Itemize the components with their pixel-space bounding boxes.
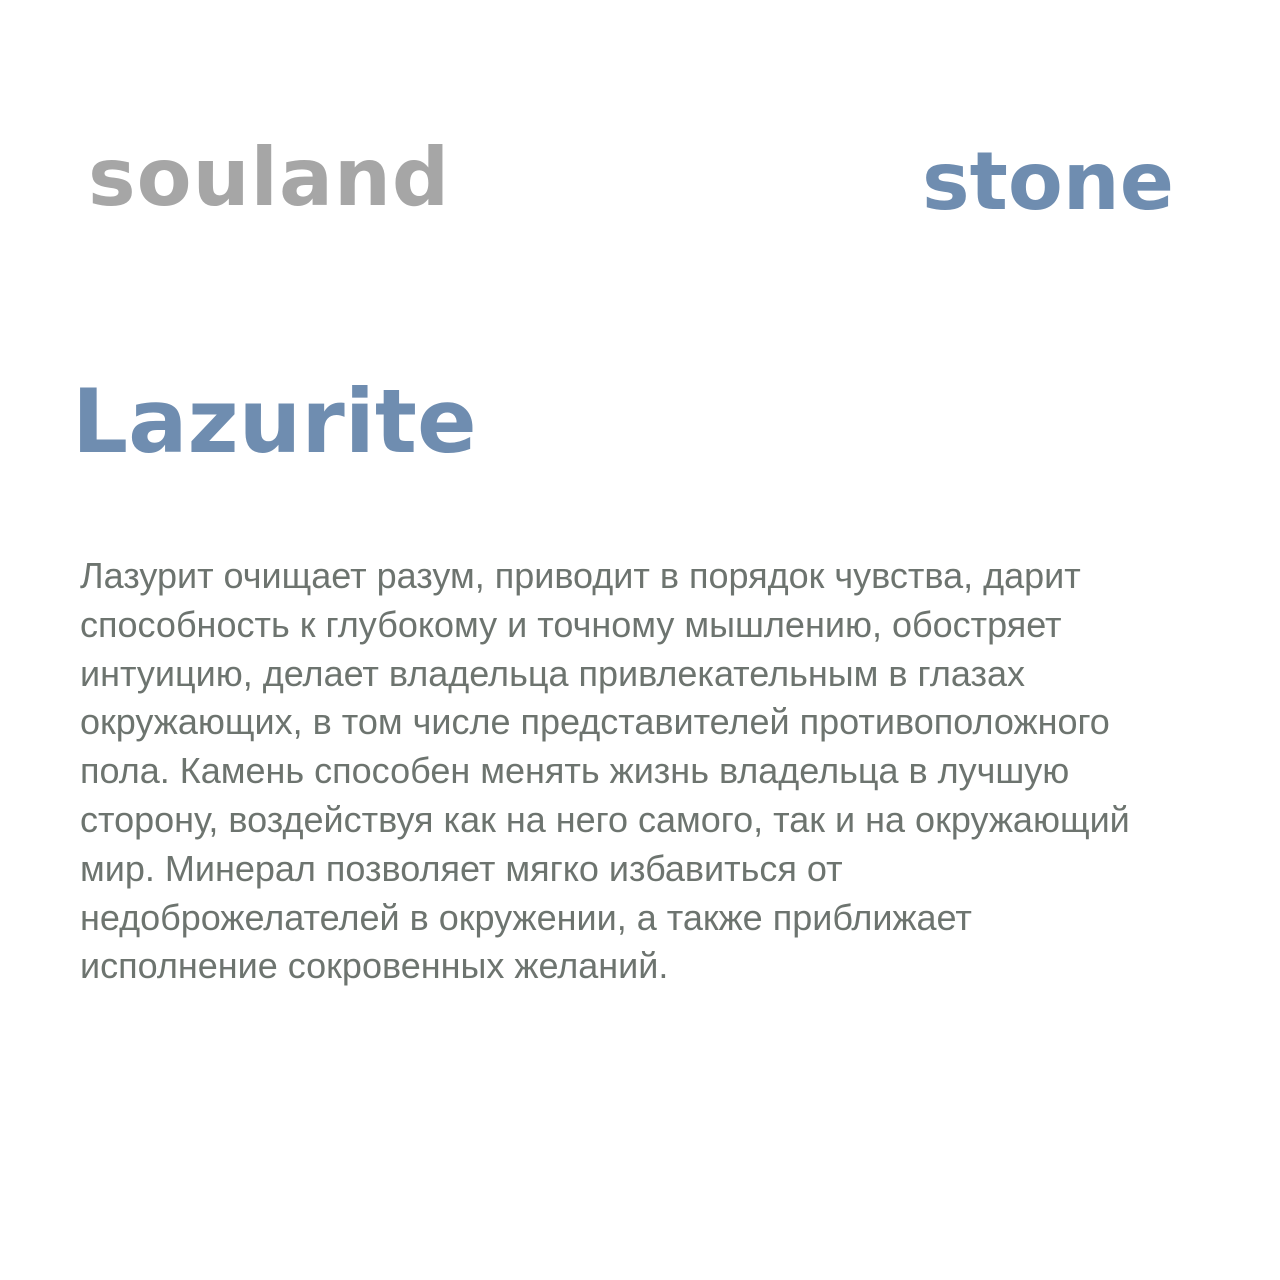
- description-line: окружающих, в том числе представителей противоположного: [80, 701, 1110, 743]
- description-line: Лазурит очищает разум, приводит в порядок чувства, дарит: [80, 555, 1081, 596]
- brand-word-left: souland: [88, 131, 451, 224]
- description-text: [80, 552, 1260, 991]
- description-line: способность к глубокому и точному мышлению, обостряет: [80, 603, 1062, 645]
- description-line: исполнение сокровенных желаний.: [80, 945, 669, 987]
- brand-word-right: stone: [921, 135, 1174, 228]
- description-line: интуицию, делает владельца привлекательным в глазах: [80, 652, 1025, 694]
- description-line: пола. Камень способен менять жизнь владельца в лучшую: [80, 750, 1070, 792]
- description-line: мир. Минерал позволяет мягко избавиться от: [80, 847, 843, 889]
- page-title: Lazurite: [72, 370, 477, 473]
- description-line: недоброжелателей в окружении, а также приближает: [80, 896, 972, 938]
- description-line: сторону, воздействуя как на него самого, так и на окружающий: [80, 798, 1130, 840]
